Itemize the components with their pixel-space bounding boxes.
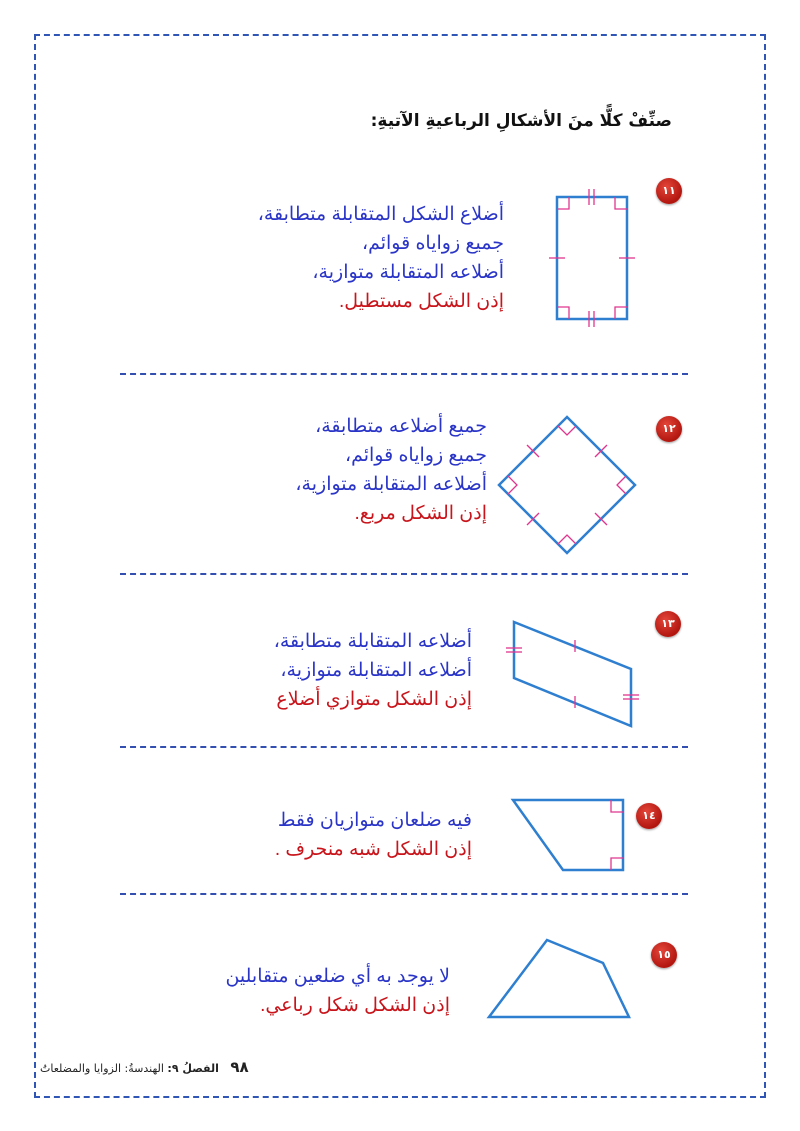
- parallelogram-figure: [500, 612, 650, 732]
- answer-line: أضلاعه المتقابلة متوازية،: [280, 660, 472, 681]
- answer-conclusion: إذن الشكل مستطيل.: [339, 291, 504, 312]
- chapter-label: الفصلُ ٩:: [167, 1062, 219, 1075]
- answer-conclusion: إذن الشكل متوازي أضلاع: [276, 689, 472, 710]
- problem-number-badge: ١٤: [636, 803, 662, 829]
- problem-number-badge: ١٢: [656, 416, 682, 442]
- answer-line: فيه ضلعان متوازيان فقط: [277, 810, 472, 831]
- page-number: ٩٨: [230, 1058, 249, 1076]
- problem-14-answer: [275, 806, 472, 864]
- section-divider: [120, 373, 688, 375]
- exercise-instruction: صنِّفْ كلًّا منَ الأشكالِ الرباعيةِ الآتيةِ:: [370, 111, 672, 131]
- answer-line: أضلاع الشكل المتقابلة متطابقة،: [257, 204, 504, 225]
- answer-line: جميع أضلاعه متطابقة،: [315, 416, 487, 437]
- problem-number-badge: ١١: [656, 178, 682, 204]
- answer-line: أضلاعه المتقابلة متوازية،: [312, 262, 504, 283]
- problem-number-badge: ١٥: [651, 942, 677, 968]
- section-divider: [120, 893, 688, 895]
- section-divider: [120, 573, 688, 575]
- page-footer: [40, 1058, 249, 1076]
- answer-line: جميع زواياه قوائم،: [344, 445, 487, 466]
- chapter-title: الهندسةُ: الزوايا والمضلعاتُ: [40, 1062, 164, 1075]
- answer-line: أضلاعه المتقابلة متوازية،: [295, 474, 487, 495]
- problem-number-badge: ١٣: [655, 611, 681, 637]
- section-divider: [120, 746, 688, 748]
- problem-11-answer: [258, 200, 504, 316]
- answer-conclusion: إذن الشكل مربع.: [354, 503, 487, 524]
- quadrilateral-figure: [485, 935, 635, 1025]
- answer-line: جميع زواياه قوائم،: [361, 233, 504, 254]
- problem-12-answer: [295, 412, 487, 528]
- problem-15-answer: [225, 962, 450, 1020]
- answer-line: أضلاعه المتقابلة متطابقة،: [273, 631, 472, 652]
- square-figure: [495, 410, 645, 560]
- answer-conclusion: إذن الشكل شبه منحرف .: [274, 839, 472, 860]
- answer-line: لا يوجد به أي ضلعين متقابلين: [225, 966, 450, 987]
- rectangle-figure: [545, 188, 645, 328]
- trapezoid-figure: [505, 792, 635, 882]
- answer-conclusion: إذن الشكل شكل رباعي.: [260, 995, 450, 1016]
- problem-13-answer: [274, 627, 472, 714]
